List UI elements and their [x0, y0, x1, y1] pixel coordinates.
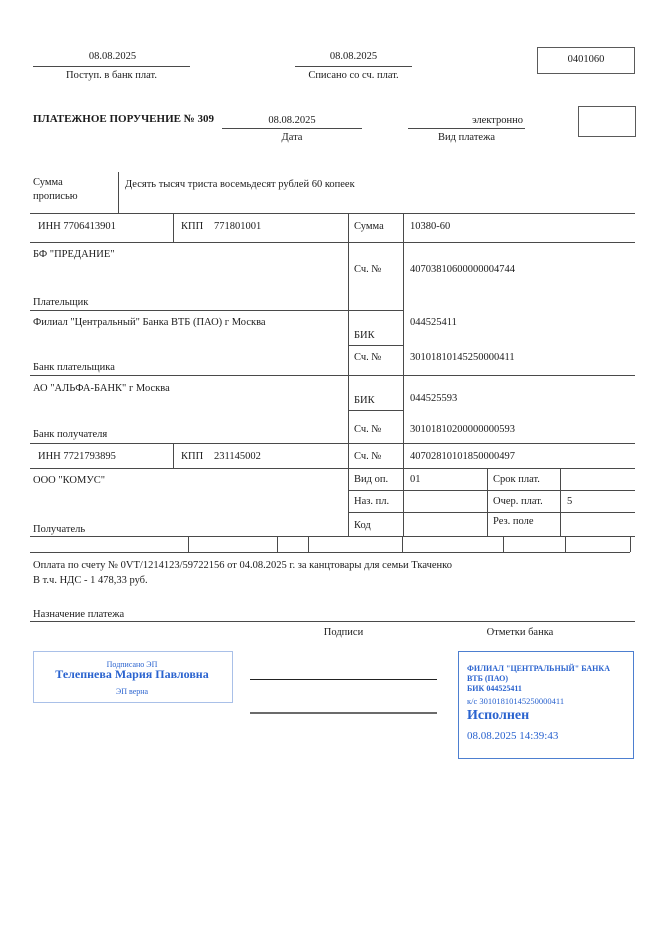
received-in-bank-label: Поступ. в банк плат.: [66, 70, 157, 81]
table-line: [308, 536, 309, 552]
debited-label: Списано со сч. плат.: [308, 70, 399, 81]
payer-bank-account-label: Сч. №: [354, 352, 382, 363]
e-signature-stamp: [33, 651, 233, 703]
bank-stamp-bik: БИК 044525411: [467, 684, 522, 693]
payment-kind-rule: [408, 128, 525, 129]
form-code-box: [537, 47, 635, 74]
amount-words-divider: [118, 172, 119, 213]
bank-stamp-datetime: 08.08.2025 14:39:43: [467, 730, 559, 742]
table-line: [348, 410, 403, 411]
payer-kpp-label: КПП: [181, 221, 204, 232]
document-title: ПЛАТЕЖНОЕ ПОРУЧЕНИЕ № 309: [33, 113, 215, 125]
document-date: 08.08.2025: [268, 115, 316, 126]
payment-kind-value: электронно: [472, 115, 523, 126]
table-line: [30, 213, 635, 214]
purpose-line2: В т.ч. НДС - 1 478,33 руб.: [33, 575, 148, 586]
op-kind-value: 01: [410, 474, 421, 485]
e-signature-name: Телепнева Мария Павловна: [55, 667, 209, 681]
purpose-line1: Оплата по счету № 0VT/1214123/59722156 от 04.08.2025 г. за канцтовары для семьи Ткаченко: [33, 560, 452, 571]
e-signature-line3: ЭП верна: [115, 687, 149, 696]
sum-value: 10380-60: [410, 221, 451, 232]
amount-words-value: Десять тысяч триста восемьдесят рублей 60 копеек: [125, 179, 355, 190]
table-line: [487, 468, 488, 536]
beneficiary-bank-account-label: Сч. №: [354, 424, 382, 435]
table-line: [188, 536, 189, 552]
payer-name: БФ "ПРЕДАНИЕ": [33, 249, 115, 260]
table-line: [30, 552, 630, 553]
beneficiary-account: 40702810101850000497: [410, 451, 515, 462]
payer-account: 40703810600000004744: [410, 264, 515, 275]
beneficiary-kpp-value: 231145002: [214, 451, 261, 462]
table-line: [30, 536, 635, 537]
purpose-code-label: Наз. пл.: [354, 496, 390, 507]
payer-bank-bik: 044525411: [410, 317, 457, 328]
payer-account-label: Сч. №: [354, 264, 382, 275]
debited-date: 08.08.2025: [329, 51, 378, 62]
table-line: [348, 490, 635, 491]
table-line: [30, 375, 635, 376]
table-line: [30, 310, 403, 311]
pay-term-label: Срок плат.: [493, 474, 540, 485]
payer-bank-label: Банк плательщика: [33, 362, 115, 373]
table-line: [503, 536, 504, 552]
op-kind-label: Вид оп.: [354, 474, 389, 485]
e-signature-line1: Подписано ЭП: [106, 660, 158, 669]
beneficiary-kpp-label: КПП: [181, 451, 204, 462]
date-label: Дата: [281, 132, 303, 143]
payer-inn: ИНН 7706413901: [38, 221, 116, 232]
table-line: [348, 345, 403, 346]
table-line: [30, 468, 635, 469]
beneficiary-bank-bik-label: БИК: [354, 395, 375, 406]
priority-value: 5: [567, 496, 573, 507]
signatures-label: Подписи: [323, 627, 364, 638]
beneficiary-bank-bik: 044525593: [410, 393, 458, 404]
sum-label: Сумма: [354, 221, 384, 232]
received-in-bank-date: 08.08.2025: [88, 51, 137, 62]
table-line: [565, 536, 566, 552]
bank-stamp-status: Исполнен: [467, 708, 530, 723]
beneficiary-bank-label: Банк получателя: [33, 429, 108, 440]
payer-label: Плательщик: [33, 297, 89, 308]
bank-marks-label: Отметки банка: [486, 627, 554, 638]
debited-date-rule: [295, 66, 412, 67]
payment-kind-label: Вид платежа: [437, 132, 495, 143]
beneficiary-bank-account: 30101810200000000593: [410, 424, 515, 435]
priority-label: Очер. плат.: [493, 496, 543, 507]
table-line: [173, 213, 174, 242]
table-line: [402, 536, 403, 552]
payer-bank-account: 30101810145250000411: [410, 352, 515, 363]
signature-line-2: [250, 712, 437, 714]
received-date-rule: [33, 66, 190, 67]
table-line: [630, 536, 631, 552]
beneficiary-inn: ИНН 7721793895: [38, 451, 116, 462]
amount-words-label: Сумма прописью: [33, 177, 78, 202]
beneficiary-account-label: Сч. №: [354, 451, 382, 462]
payer-kpp-value: 771801001: [214, 221, 262, 232]
bank-stamp-line2: ВТБ (ПАО): [467, 674, 509, 683]
table-line: [560, 468, 561, 536]
table-line: [30, 242, 635, 243]
table-line: [277, 536, 278, 552]
beneficiary-bank-name: АО "АЛЬФА-БАНК" г Москва: [33, 383, 170, 394]
payer-bank-name: Филиал "Центральный" Банка ВТБ (ПАО) г Москва: [33, 317, 266, 328]
bank-stamp-line1: ФИЛИАЛ "ЦЕНТРАЛЬНЫЙ" БАНКА: [467, 664, 610, 673]
purpose-label: Назначение платежа: [33, 609, 125, 620]
code-label: Код: [354, 520, 371, 531]
bank-stamp-corr-account: к/с 30101810145250000411: [467, 696, 565, 706]
beneficiary-label: Получатель: [33, 524, 86, 535]
table-line: [30, 621, 635, 622]
bank-execution-stamp: [458, 651, 634, 759]
reserve-field-label: Рез. поле: [493, 516, 534, 527]
date-rule: [222, 128, 362, 129]
beneficiary-name: ООО "КОМУС": [33, 475, 106, 486]
signature-line-1: [250, 679, 437, 680]
table-line: [348, 512, 635, 513]
status-code-box: [578, 106, 636, 137]
form-code: 0401060: [567, 54, 605, 65]
table-line: [173, 443, 174, 468]
payer-bank-bik-label: БИК: [354, 330, 375, 341]
table-line: [30, 443, 635, 444]
